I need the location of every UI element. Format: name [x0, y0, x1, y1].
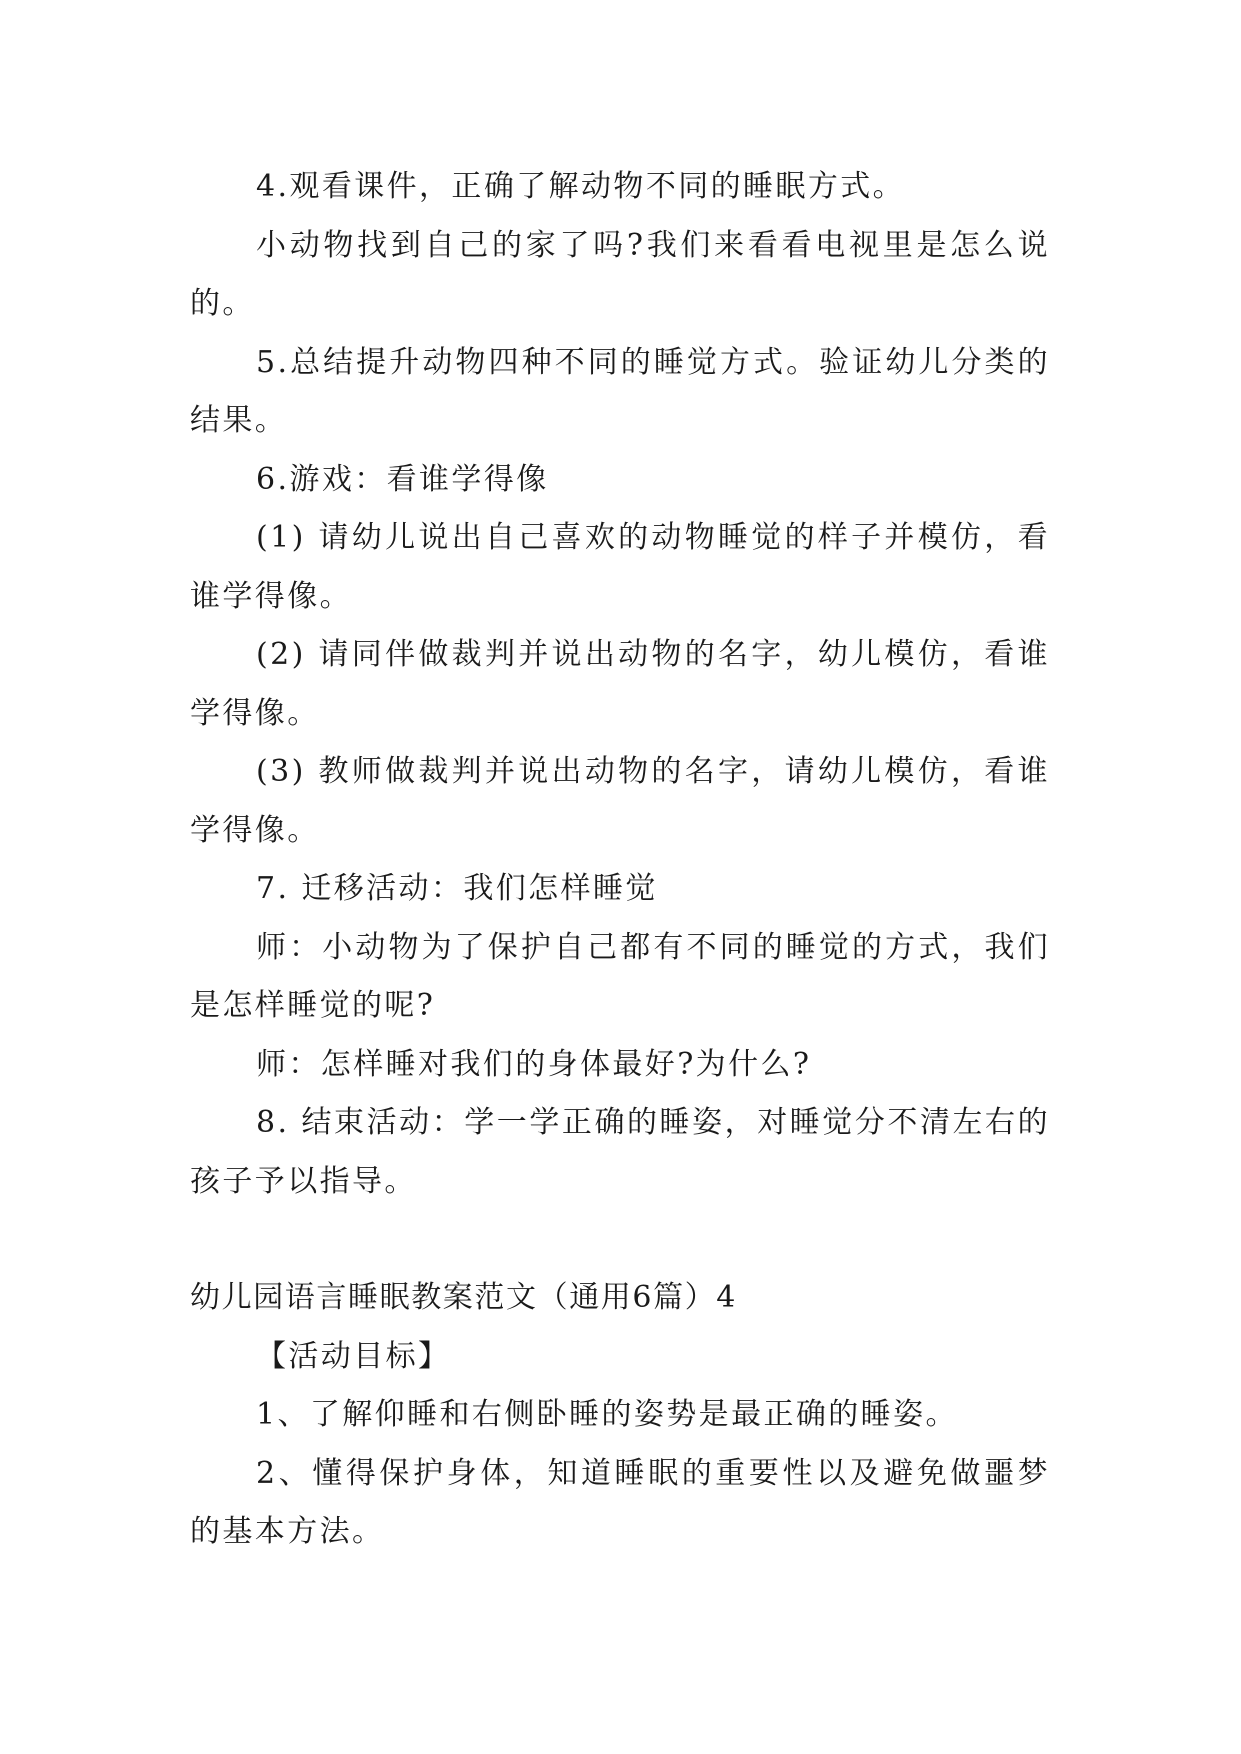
paragraph-step-8: 8. 结束活动：学一学正确的睡姿，对睡觉分不清左右的孩子予以指导。	[190, 1105, 1050, 1199]
paragraph-game-1: (1) 请幼儿说出自己喜欢的动物睡觉的样子并模仿，看谁学得像。	[190, 520, 1050, 614]
paragraph-step-6: 6.游戏：看谁学得像	[256, 461, 549, 497]
paragraph-teacher-question-1: 师：小动物为了保护自己都有不同的睡觉的方式，我们是怎样睡觉的呢?	[190, 929, 1050, 1023]
section-heading: 幼儿园语言睡眠教案范文（通用6篇）4	[190, 1280, 737, 1315]
paragraph-goal-2: 2、懂得保护身体，知道睡眠的重要性以及避免做噩梦的基本方法。	[190, 1455, 1050, 1549]
paragraph-game-2: (2) 请同伴做裁判并说出动物的名字，幼儿模仿，看谁学得像。	[190, 637, 1050, 731]
paragraph-animal-home: 小动物找到自己的家了吗?我们来看看电视里是怎么说的。	[190, 227, 1050, 321]
document-body	[190, 158, 1050, 1562]
paragraph-game-3: (3) 教师做裁判并说出动物的名字，请幼儿模仿，看谁学得像。	[190, 754, 1050, 848]
paragraph-teacher-question-2: 师：怎样睡对我们的身体最好?为什么?	[256, 1046, 812, 1082]
paragraph-step-4: 4.观看课件，正确了解动物不同的睡眠方式。	[256, 169, 906, 204]
paragraph-step-7: 7. 迁移活动：我们怎样睡觉	[256, 871, 658, 906]
paragraph-activity-goals: 【活动目标】	[256, 1338, 451, 1374]
paragraph-step-5: 5.总结提升动物四种不同的睡觉方式。验证幼儿分类的结果。	[190, 344, 1050, 438]
paragraph-goal-1: 1、了解仰睡和右侧卧睡的姿势是最正确的睡姿。	[256, 1397, 958, 1432]
